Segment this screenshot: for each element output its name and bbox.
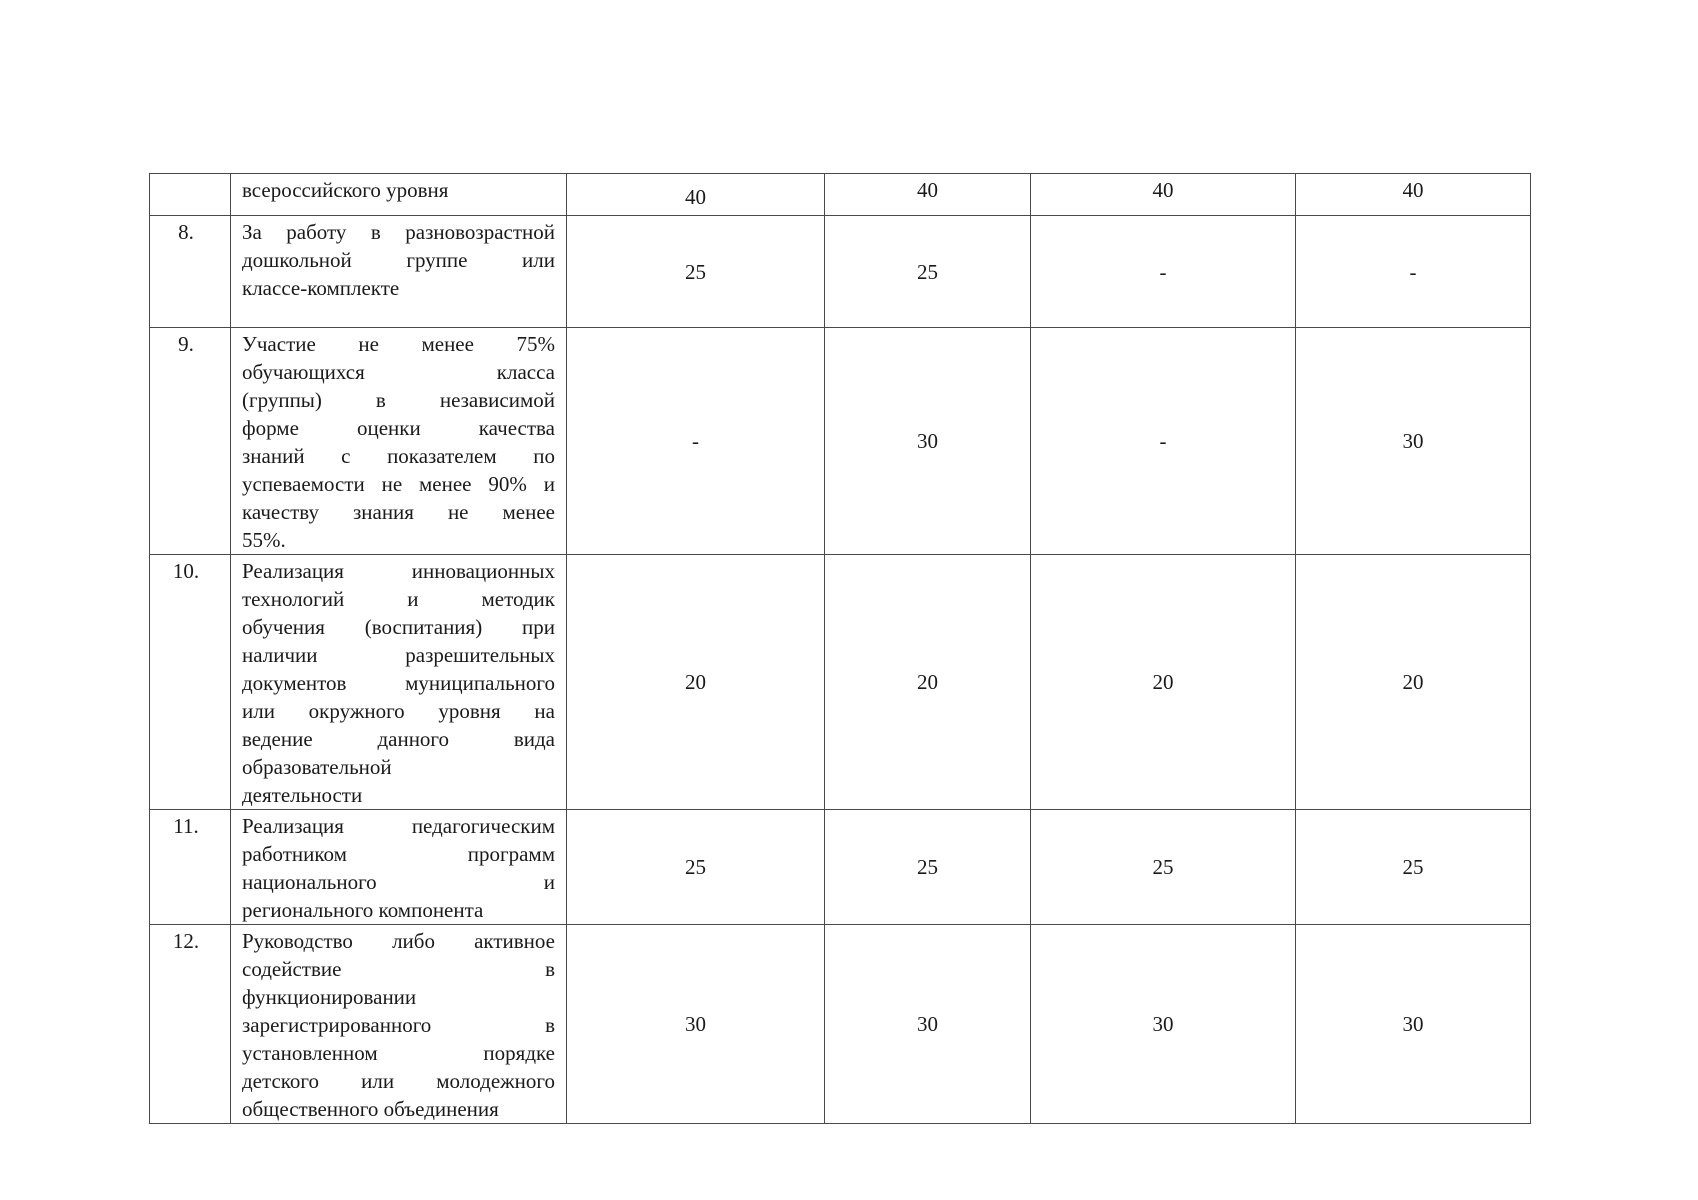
description-line: классе-комплекте xyxy=(242,276,400,300)
description-line: обучения (воспитания) при xyxy=(242,615,555,639)
value-cell: 30 xyxy=(825,328,1031,555)
value-cell: 40 xyxy=(567,174,825,216)
row-number: 11. xyxy=(150,810,231,925)
value-cell: 25 xyxy=(567,216,825,328)
value-cell: 30 xyxy=(825,925,1031,1124)
table-row xyxy=(150,216,1531,328)
row-number: 9. xyxy=(150,328,231,555)
description-line: зарегистрированного в xyxy=(242,1013,555,1037)
value-cell: 20 xyxy=(1031,555,1296,810)
value-cell: - xyxy=(1031,216,1296,328)
description-line: наличии разрешительных xyxy=(242,643,555,667)
value-cell: 40 xyxy=(1031,174,1296,216)
description-line: документов муниципального xyxy=(242,671,555,695)
table-row xyxy=(150,810,1531,925)
row-description xyxy=(231,555,567,810)
row-description xyxy=(231,216,567,328)
table-row xyxy=(150,555,1531,810)
description-line: работником программ xyxy=(242,842,555,866)
table-row xyxy=(150,174,1531,216)
row-description xyxy=(231,925,567,1124)
row-number: 10. xyxy=(150,555,231,810)
row-description xyxy=(231,328,567,555)
description-line: Реализация педагогическим xyxy=(242,814,555,838)
description-line: деятельности xyxy=(242,783,363,807)
value-cell: 30 xyxy=(1031,925,1296,1124)
row-description xyxy=(231,174,567,216)
row-number: 8. xyxy=(150,216,231,328)
value-cell: 40 xyxy=(825,174,1031,216)
description-line: успеваемости не менее 90% и xyxy=(242,472,555,496)
row-description xyxy=(231,810,567,925)
description-line: детского или молодежного xyxy=(242,1069,555,1093)
row-number xyxy=(150,174,231,216)
description-line: Участие не менее 75% xyxy=(242,332,555,356)
description-line: 55%. xyxy=(242,528,286,552)
value-cell: 40 xyxy=(1296,174,1531,216)
value-cell: 30 xyxy=(567,925,825,1124)
description-line: Руководство либо активное xyxy=(242,929,555,953)
description-line: обучающихся класса xyxy=(242,360,555,384)
description-line: образовательной xyxy=(242,755,392,779)
value-cell: - xyxy=(567,328,825,555)
description-line: знаний с показателем по xyxy=(242,444,555,468)
description-line: всероссийского уровня xyxy=(242,178,449,202)
value-cell: 25 xyxy=(1031,810,1296,925)
description-line: технологий и методик xyxy=(242,587,555,611)
description-line: регионального компонента xyxy=(242,898,484,922)
description-line: форме оценки качества xyxy=(242,416,555,440)
table-row xyxy=(150,328,1531,555)
description-line: общественного объединения xyxy=(242,1097,499,1121)
value-cell: 30 xyxy=(1296,925,1531,1124)
value-cell: 25 xyxy=(825,810,1031,925)
description-line: (группы) в независимой xyxy=(242,388,555,412)
description-line: дошкольной группе или xyxy=(242,248,555,272)
description-line: Реализация инновационных xyxy=(242,559,555,583)
description-line: ведение данного вида xyxy=(242,727,555,751)
value-cell: 25 xyxy=(825,216,1031,328)
description-line: установленном порядке xyxy=(242,1041,555,1065)
value-cell: 20 xyxy=(567,555,825,810)
description-line: национального и xyxy=(242,870,555,894)
allowance-table xyxy=(149,173,1531,1124)
description-line: содействие в xyxy=(242,957,555,981)
value-cell: 25 xyxy=(567,810,825,925)
value-cell: 30 xyxy=(1296,328,1531,555)
row-number: 12. xyxy=(150,925,231,1124)
value-cell: - xyxy=(1031,328,1296,555)
description-line: За работу в разновозрастной xyxy=(242,220,555,244)
value-cell: 20 xyxy=(825,555,1031,810)
description-line: качеству знания не менее xyxy=(242,500,555,524)
description-line: или окружного уровня на xyxy=(242,699,555,723)
value-cell: 20 xyxy=(1296,555,1531,810)
description-line: функционировании xyxy=(242,985,417,1009)
value-cell: - xyxy=(1296,216,1531,328)
table-row xyxy=(150,925,1531,1124)
value-cell: 25 xyxy=(1296,810,1531,925)
